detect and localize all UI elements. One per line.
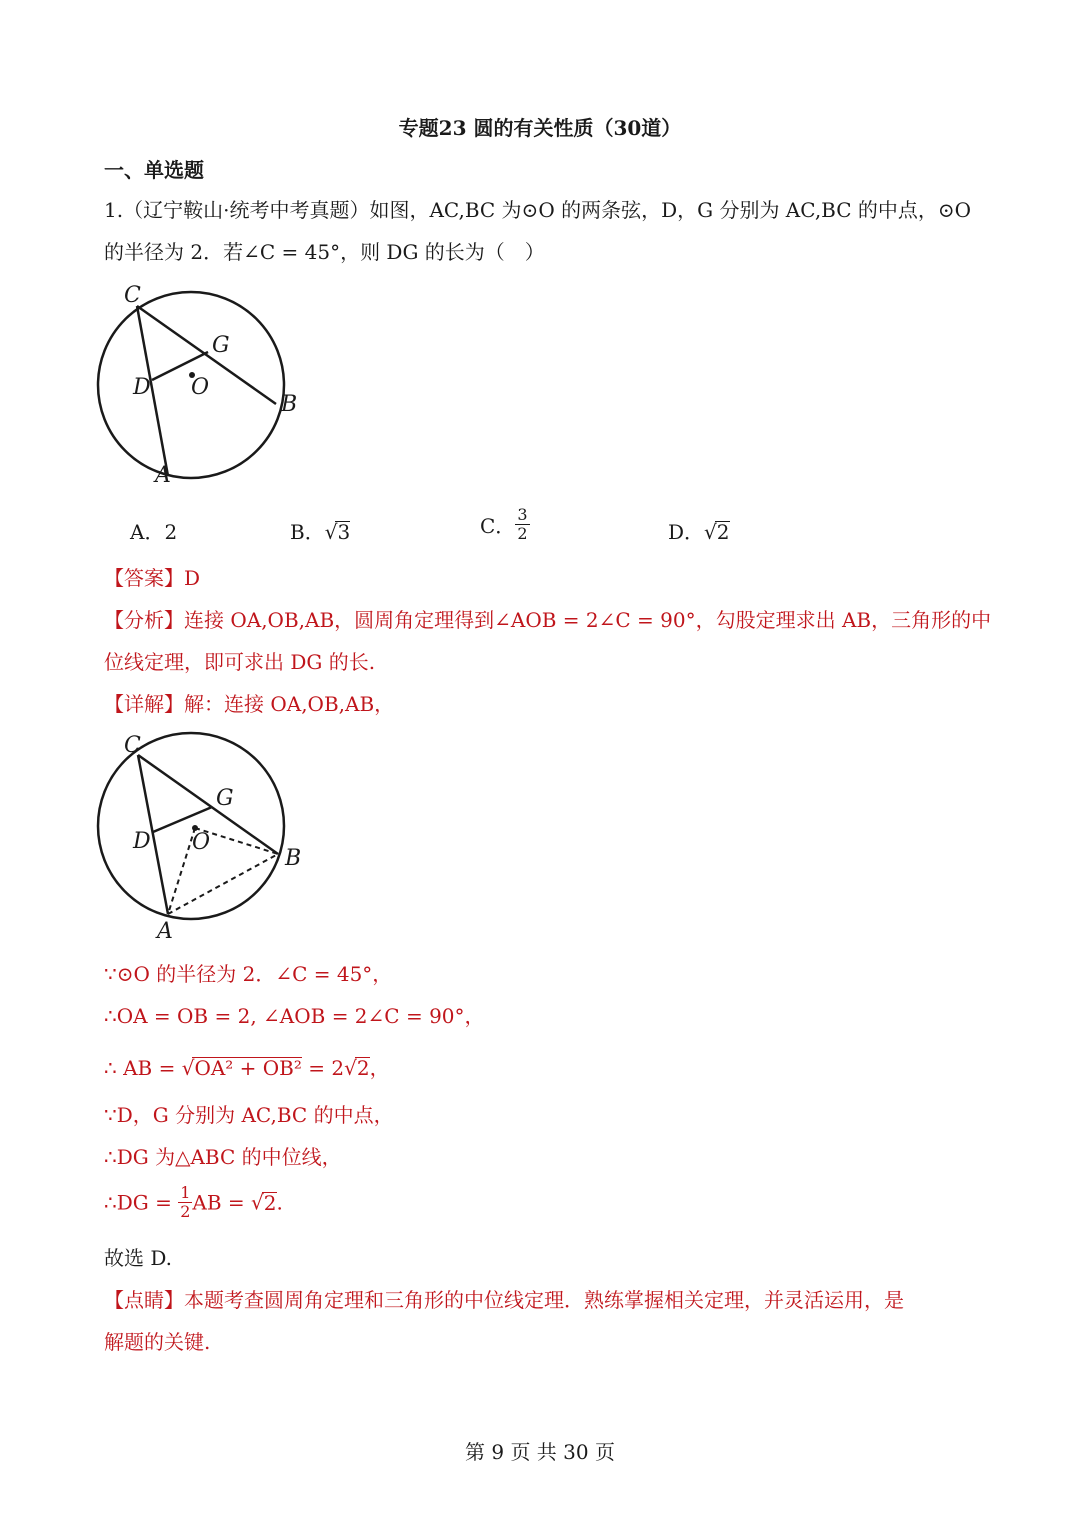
option-c[interactable] (480, 506, 530, 543)
step-2: ∴OA = OB = 2, ∠AOB = 2∠C = 90°， (104, 1004, 485, 1028)
step-1: ∵⊙O 的半径为 2．∠C = 45°， (104, 962, 393, 986)
sqrt-icon: √ (251, 1190, 264, 1215)
step-6-mid: AB = (192, 1190, 252, 1215)
step-6-end: . (276, 1190, 283, 1215)
sqrt-icon: √ (181, 1056, 195, 1080)
segment-oa (168, 828, 195, 914)
label-a: A (157, 919, 173, 943)
step-6 (104, 1184, 283, 1221)
label-b: B (285, 846, 302, 871)
comment-line-2: 解题的关键. (104, 1330, 211, 1354)
segment-dg (153, 807, 212, 832)
step-5: ∴DG 为△ABC 的中位线， (104, 1145, 342, 1169)
option-c-label: C． (480, 514, 516, 538)
detail-tag: 【详解】 (104, 692, 184, 716)
option-c-denominator: 2 (517, 524, 528, 543)
label-g: G (212, 333, 230, 358)
answer-tag: 【答案】 (104, 566, 184, 590)
option-c-fraction (515, 506, 529, 543)
option-b-radicand: 3 (337, 520, 351, 544)
section-heading: 一、单选题 (104, 158, 204, 182)
option-b-label: B． (290, 520, 325, 544)
sqrt-icon: √ (324, 520, 338, 544)
page-title: 专题23 圆的有关性质（30道） (398, 116, 682, 140)
label-a: A (155, 463, 171, 488)
solution-figure (95, 728, 335, 943)
question-line-1: 1.（辽宁鞍山·统考中考真题）如图，AC,BC 为⊙O 的两条弦，D，G 分别为 AC,BC 的中点，⊙O (104, 198, 972, 222)
sqrt-icon: √ (344, 1056, 357, 1080)
label-o: O (192, 830, 211, 855)
step-6-denominator: 2 (180, 1202, 191, 1221)
option-d-radicand: 2 (716, 520, 730, 544)
comment-text-1: 本题考查圆周角定理和三角形的中位线定理．熟练掌握相关定理，并灵活运用，是 (184, 1288, 904, 1312)
analysis-line-2: 位线定理，即可求出 DG 的长. (104, 650, 376, 674)
option-a-label: A． (130, 520, 165, 544)
comment-tag: 【点睛】 (104, 1288, 184, 1312)
analysis-text-1: 连接 OA,OB,AB，圆周角定理得到∠AOB = 2∠C = 90°，勾股定理求出 AB，三角形的中 (184, 608, 992, 632)
step-6-fraction (178, 1184, 192, 1221)
analysis-tag: 【分析】 (104, 608, 184, 632)
option-d[interactable] (668, 516, 730, 545)
step-6-pre: ∴DG = (104, 1190, 179, 1215)
detail-intro: 解：连接 OA,OB,AB， (184, 692, 395, 716)
analysis-line-1 (104, 606, 991, 634)
option-a[interactable] (130, 516, 177, 545)
step-3 (104, 1054, 390, 1082)
step-4: ∵D，G 分别为 AC,BC 的中点， (104, 1103, 394, 1127)
step-6-numerator: 1 (180, 1183, 191, 1202)
option-c-numerator: 3 (517, 505, 528, 524)
option-b[interactable] (290, 516, 350, 545)
label-d: D (133, 829, 151, 854)
label-b: B (281, 392, 298, 417)
label-g: G (216, 786, 234, 811)
label-o: O (191, 375, 210, 400)
label-c: C (124, 733, 141, 758)
question-line-2: 的半径为 2．若∠C = 45°，则 DG 的长为（ ） (104, 240, 545, 264)
label-c: C (124, 283, 141, 308)
question-figure (95, 278, 335, 488)
step-3-post: = 2 (301, 1056, 345, 1080)
answer-line (104, 564, 200, 592)
answer-value: D (184, 566, 201, 590)
step-3-end: ， (369, 1056, 390, 1080)
sqrt-icon: √ (704, 520, 717, 544)
step-3-radicand: OA² + OB² (194, 1056, 302, 1080)
step-7: 故选 D. (104, 1246, 173, 1270)
detail-line (104, 690, 394, 718)
step-6-radicand: 2 (263, 1191, 277, 1215)
step-3-radicand-2: 2 (356, 1056, 370, 1080)
option-d-label: D． (668, 520, 705, 544)
circle-o (98, 733, 284, 919)
option-a-value: 2 (164, 520, 178, 544)
comment-line-1 (104, 1286, 904, 1314)
page-footer: 第 9 页 共 30 页 (465, 1440, 615, 1464)
label-d: D (133, 375, 151, 400)
step-3-pre: ∴ AB = (104, 1056, 182, 1080)
